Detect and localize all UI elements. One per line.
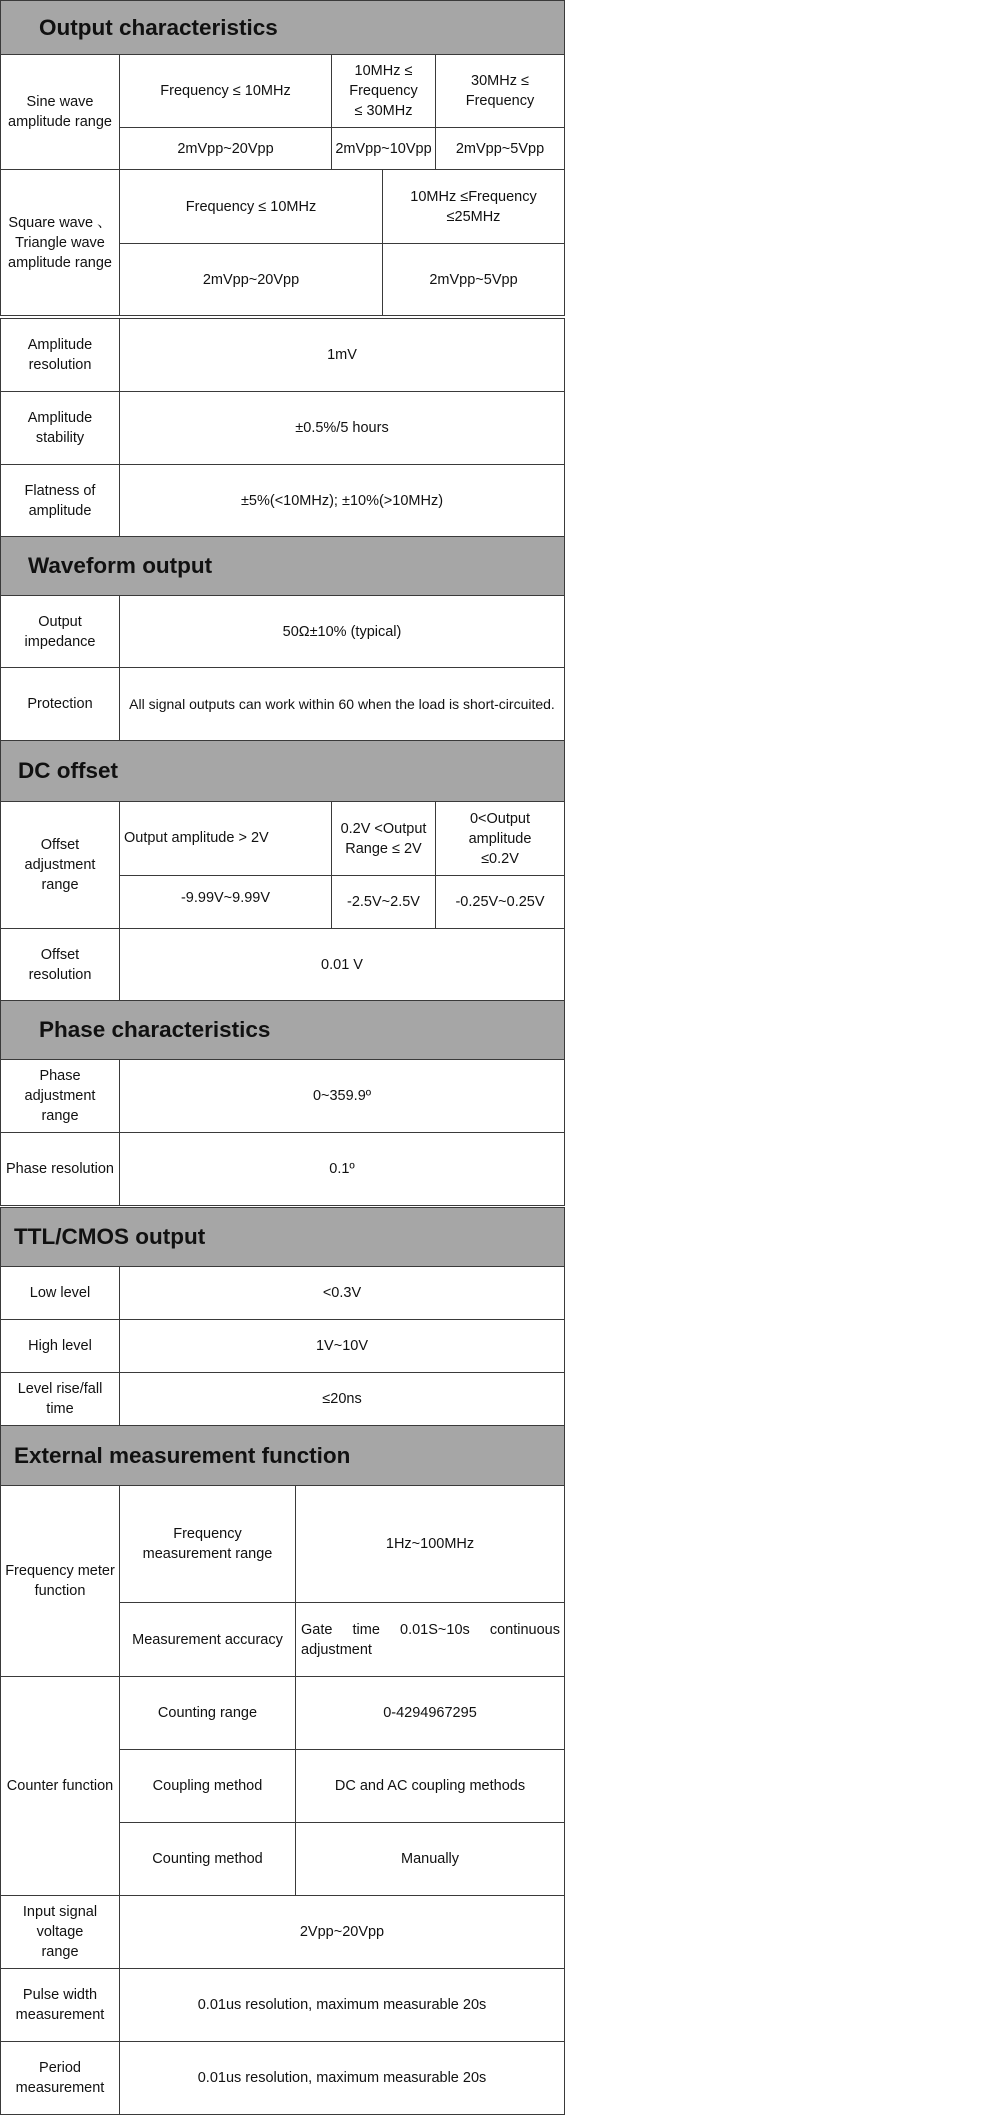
row-label-frequency-meter: Frequency meter function <box>0 1485 120 1677</box>
section-title: DC offset <box>18 758 118 783</box>
row-label-protection: Protection <box>0 667 120 741</box>
row-label-period: Period measurement <box>0 2041 120 2115</box>
value-cell: Gate time 0.01S~10s continuous adjustment <box>295 1602 565 1677</box>
value-cell: 1Hz~100MHz <box>295 1485 565 1603</box>
value-cell: 0.01us resolution, maximum measurable 20s <box>119 1968 565 2042</box>
row-label-high-level: High level <box>0 1319 120 1373</box>
section-header-external-measurement <box>0 1425 565 1486</box>
value-cell: 50Ω±10% (typical) <box>119 595 565 668</box>
header-cell: 10MHz ≤ Frequency ≤ 30MHz <box>331 54 436 128</box>
value-cell: 1V~10V <box>119 1319 565 1373</box>
sub-label-cell: Frequency measurement range <box>119 1485 296 1603</box>
row-label-amplitude-resolution: Amplitude resolution <box>0 318 120 392</box>
section-header-dc-offset <box>0 740 565 802</box>
value-cell: 2mVpp~5Vpp <box>435 127 565 170</box>
row-label-pulse-width: Pulse width measurement <box>0 1968 120 2042</box>
section-title: External measurement function <box>14 1442 351 1468</box>
value-cell: 0-4294967295 <box>295 1676 565 1750</box>
value-cell: 1mV <box>119 318 565 392</box>
row-label-offset-resolution: Offset resolution <box>0 928 120 1001</box>
row-label-rise-fall-time: Level rise/fall time <box>0 1372 120 1426</box>
section-header-waveform-output <box>0 536 565 596</box>
row-label-square-triangle-amplitude: Square wave 、 Triangle wave amplitude range <box>0 169 120 316</box>
section-title: Output characteristics <box>39 14 278 40</box>
value-cell: 2mVpp~5Vpp <box>382 243 565 316</box>
value-cell: 0.01 V <box>119 928 565 1001</box>
row-label-output-impedance: Output impedance <box>0 595 120 668</box>
sub-label-cell: Counting range <box>119 1676 296 1750</box>
value-cell: -2.5V~2.5V <box>331 875 436 929</box>
row-label-counter: Counter function <box>0 1676 120 1896</box>
sub-label-cell: Coupling method <box>119 1749 296 1823</box>
row-label-phase-resolution: Phase resolution <box>0 1132 120 1206</box>
value-cell: -0.25V~0.25V <box>435 875 565 929</box>
section-title: Waveform output <box>28 553 213 578</box>
value-cell: ±5%(<10MHz); ±10%(>10MHz) <box>119 464 565 537</box>
header-cell: 10MHz ≤Frequency ≤25MHz <box>382 169 565 244</box>
value-cell: 0~359.9º <box>119 1059 565 1133</box>
value-cell: ±0.5%/5 hours <box>119 391 565 465</box>
value-cell: <0.3V <box>119 1266 565 1320</box>
row-label-sine-amplitude: Sine wave amplitude range <box>0 54 120 170</box>
value-cell: 2mVpp~20Vpp <box>119 243 383 316</box>
sub-label-cell: Measurement accuracy <box>119 1602 296 1677</box>
value-cell: All signal outputs can work within 60 when the load is short-circuited. <box>119 667 565 741</box>
header-cell: 0.2V <Output Range ≤ 2V <box>331 801 436 876</box>
value-cell: 2mVpp~20Vpp <box>119 127 332 170</box>
row-label-flatness: Flatness of amplitude <box>0 464 120 537</box>
header-cell: Frequency ≤ 10MHz <box>119 54 332 128</box>
sub-label-cell: Counting method <box>119 1822 296 1896</box>
value-cell: 0.1º <box>119 1132 565 1206</box>
section-title: TTL/CMOS output <box>14 1224 206 1249</box>
header-cell: 30MHz ≤ Frequency <box>435 54 565 128</box>
row-label-low-level: Low level <box>0 1266 120 1320</box>
value-cell: -9.99V~9.99V <box>119 875 332 929</box>
section-header-output-characteristics <box>0 0 565 55</box>
value-cell: DC and AC coupling methods <box>295 1749 565 1823</box>
header-cell: 0<Output amplitude ≤0.2V <box>435 801 565 876</box>
header-cell: Output amplitude > 2V <box>119 801 332 876</box>
section-header-ttl-cmos <box>0 1207 565 1267</box>
value-cell: ≤20ns <box>119 1372 565 1426</box>
header-cell: Frequency ≤ 10MHz <box>119 169 383 244</box>
row-label-offset-adjustment: Offset adjustment range <box>0 801 120 929</box>
value-cell: 2Vpp~20Vpp <box>119 1895 565 1969</box>
section-title: Phase characteristics <box>39 1017 271 1042</box>
row-label-input-voltage: Input signal voltage range <box>0 1895 120 1969</box>
value-cell: 2mVpp~10Vpp <box>331 127 436 170</box>
row-label-phase-adjustment: Phase adjustment range <box>0 1059 120 1133</box>
row-label-amplitude-stability: Amplitude stability <box>0 391 120 465</box>
value-cell: Manually <box>295 1822 565 1896</box>
section-header-phase <box>0 1000 565 1060</box>
value-cell: 0.01us resolution, maximum measurable 20s <box>119 2041 565 2115</box>
